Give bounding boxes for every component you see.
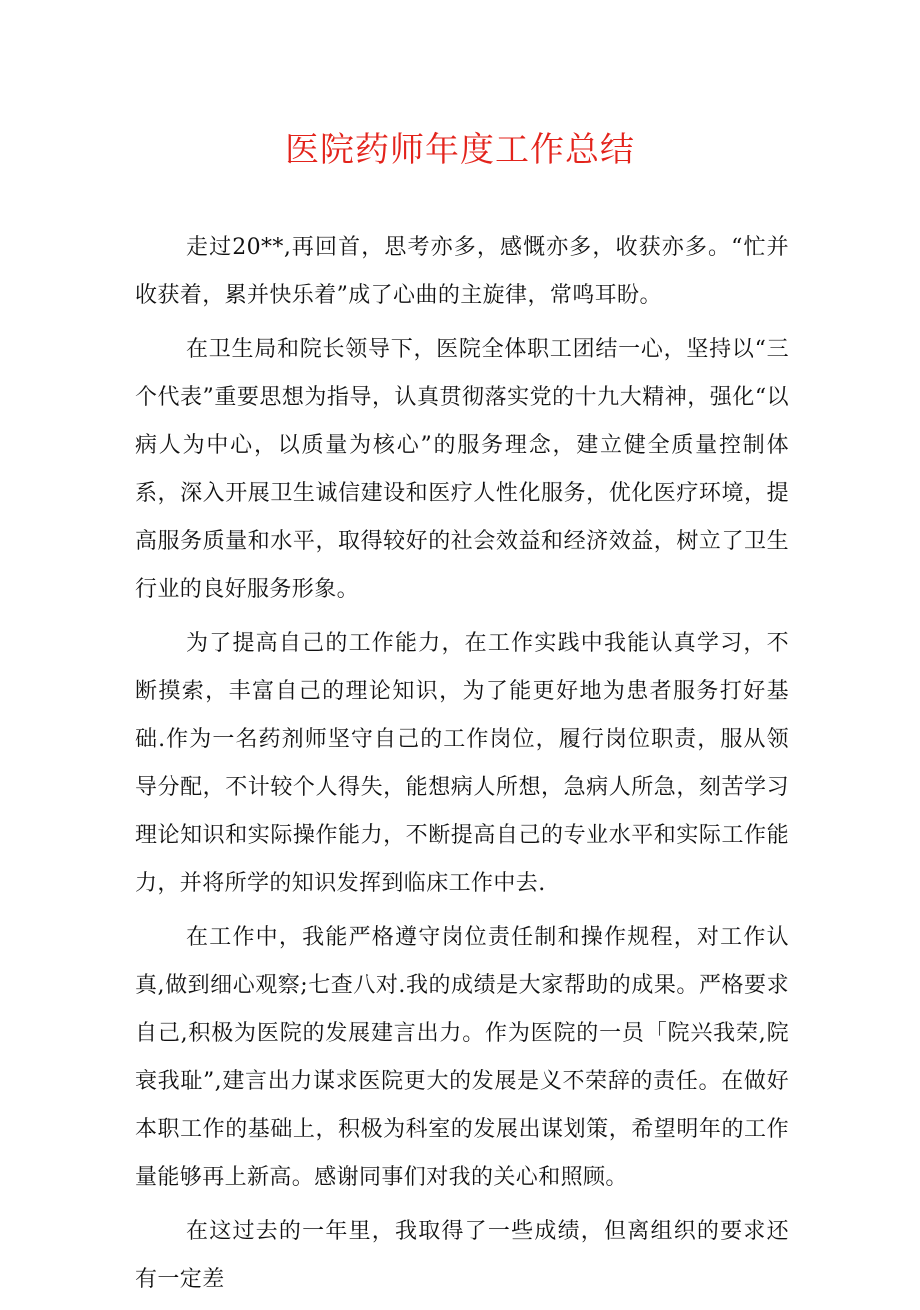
paragraph-5: 在这过去的一年里，我取得了一些成绩，但离组织的要求还有一定差 <box>135 1219 789 1292</box>
paragraph-1: 走过20**,再回首，思考亦多，感慨亦多，收获亦多。“忙并收获着，累并快乐着”成了心曲的主旋律，常鸣耳盼。 <box>135 235 789 308</box>
paragraph-2: 在卫生局和院长领导下，医院全体职工团结一心，坚持以“三个代表”重要思想为指导，认真贯彻落实党的十九大精神，强化“以病人为中心，以质量为核心”的服务理念，建立健全质量控制体系，深入开展卫生诚信建设和医疗人性化服务，优化医疗环境，提高服务质量和水平，取得较好的社会效益和经济效益，树立了卫生行业的良好服务形象。 <box>135 337 789 602</box>
paragraph-4: 在工作中，我能严格遵守岗位责任制和操作规程，对工作认真,做到细心观察;七查八对.我的成绩是大家帮助的成果。严格要求自己,积极为医院的发展建言出力。作为医院的一员「院兴我荣,院衰我耻”,建言出力谋求医院更大的发展是义不荣辞的责任。在做好本职工作的基础上，积极为科室的发展出谋划策，希望明年的工作量能够再上新高。感谢同事们对我的关心和照顾。 <box>135 925 789 1190</box>
paragraph-3: 为了提高自己的工作能力，在工作实践中我能认真学习，不断摸索，丰富自己的理论知识，为了能更好地为患者服务打好基础.作为一名药剂师坚守自己的工作岗位，履行岗位职责，服从领导分配，不计较个人得失，能想病人所想，急病人所急，刻苦学习理论知识和实际操作能力，不断提高自己的专业水平和实际工作能力，并将所学的知识发挥到临床工作中去. <box>135 631 789 896</box>
document-body <box>135 224 789 1310</box>
document-title: 医院药师年度工作总结 <box>285 130 635 170</box>
